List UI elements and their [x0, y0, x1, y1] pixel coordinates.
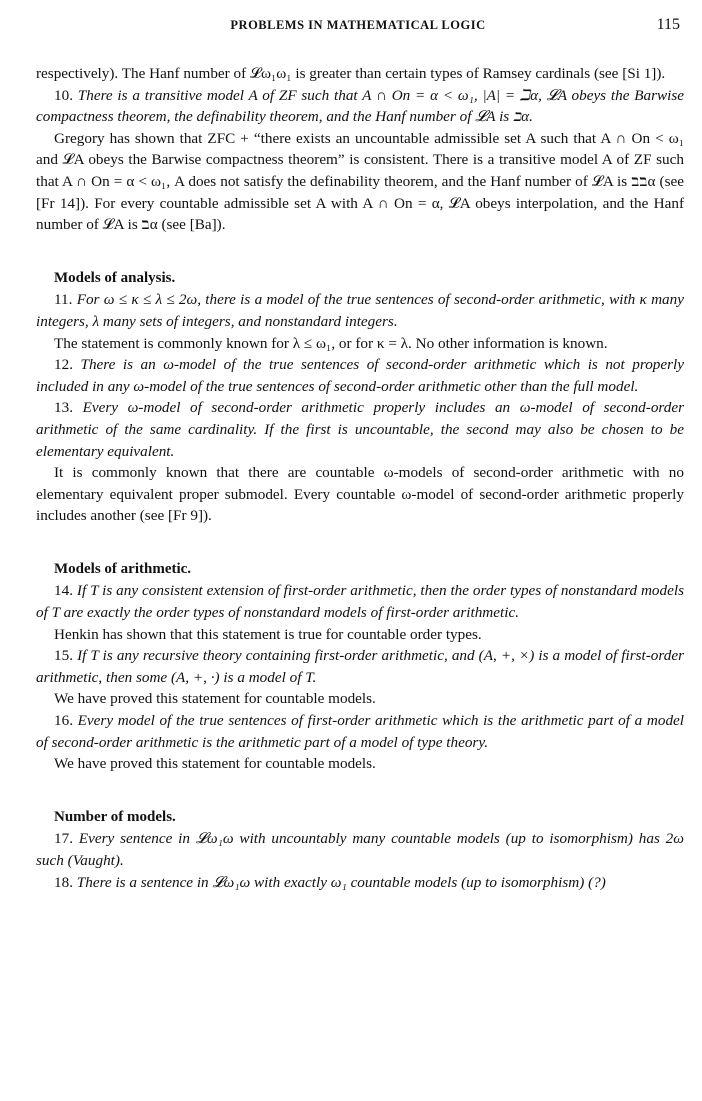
- problem-text: Every ω-model of second-order arithmetic properly includes an ω-model of second-order arithmetic of the same cardinality. If the first is uncountable, the second may also be chosen to be elementary equivalent.: [36, 399, 685, 460]
- problem-statement: [36, 645, 684, 688]
- problem-text: For ω ≤ κ ≤ λ ≤ 2ω, there is a model of the true sentences of second-order arithmetic, with κ many integers, λ many sets of integers, and nonstandard integers.: [36, 291, 684, 330]
- problem-text: Every sentence in 𝓛ω₁ω with uncountably many countable models (up to isomorphism) has 2ω such (Vaught).: [36, 830, 685, 869]
- problem-number: 11.: [54, 291, 77, 309]
- problem-number: 14.: [54, 582, 77, 600]
- paragraph: We have proved this statement for countable models.: [54, 755, 376, 773]
- problem-statement: [36, 828, 684, 871]
- problem-statement: [36, 710, 684, 753]
- paragraph: It is commonly known that there are countable ω-models of second-order arithmetic with no elementary equivalent proper submodel. Every countable ω-model of second-order arithmetic properly includes another (see [Fr 9]).: [36, 464, 684, 525]
- problem-text: There is a sentence in 𝓛ω₁ω with exactly ω₁ countable models (up to isomorphism) (?): [76, 873, 606, 891]
- problem-statement: [36, 397, 684, 462]
- page-number: 115: [656, 16, 680, 33]
- problem-text: There is a transitive model A of ZF such that A ∩ On = α < ω₁, |A| = ℶα, 𝓛A obeys the Barwise compactness theorem, the definability theorem, and the Hanf number of 𝓛A is ℶα.: [36, 86, 684, 126]
- paragraph: Henkin has shown that this statement is true for countable order types.: [54, 625, 482, 643]
- section-gap: [36, 775, 684, 807]
- problem-text: There is an ω-model of the true sentences of second-order arithmetic which is not properly included in any ω-model of the true sentences of second-order arithmetic other than the full model.: [36, 356, 684, 395]
- section-gap: [36, 527, 684, 559]
- problem-text: Every model of the true sentences of first-order arithmetic which is the arithmetic part of a model of second-order arithmetic is the arithmetic part of a model of type theory.: [36, 712, 684, 751]
- running-title: PROBLEMS IN MATHEMATICAL LOGIC: [230, 18, 486, 32]
- problem-number: 13.: [54, 399, 83, 417]
- problem-number: 15.: [54, 647, 78, 665]
- problem-text: If T is any consistent extension of first-order arithmetic, then the order types of nonstandard models of T are exactly the order types of nonstandard models of first-order arithmetic.: [36, 582, 684, 622]
- section-heading: Models of arithmetic.: [54, 560, 192, 577]
- section-heading: Models of analysis.: [54, 269, 176, 286]
- problem-number: 16.: [54, 712, 78, 730]
- problem-statement: [36, 872, 684, 894]
- problem-statement: [36, 85, 684, 128]
- problem-number: 17.: [54, 830, 79, 848]
- running-head: [36, 18, 680, 38]
- paragraph: The statement is commonly known for λ ≤ ω₁, or for κ = λ. No other information is known.: [54, 334, 608, 352]
- section-heading: Number of models.: [54, 808, 176, 825]
- problem-statement: [36, 354, 684, 397]
- problem-number: 10.: [54, 86, 78, 104]
- paragraph: respectively). The Hanf number of 𝓛ω₁ω₁ is greater than certain types of Ramsey cardinals (see [Si 1]).: [36, 65, 666, 82]
- paragraph: We have proved this statement for countable models.: [54, 690, 376, 708]
- problem-statement: [36, 580, 684, 623]
- problem-number: 12.: [54, 356, 81, 374]
- problem-number: 18.: [54, 873, 77, 891]
- paragraph: Gregory has shown that ZFC + “there exists an uncountable admissible set A such that A ∩ On < ω₁ and 𝓛A obeys the Barwise compactness theorem” is consistent. There is a transitive model A of ZF such that A ∩ On = α < ω₁, A does not satisfy the definability theorem, and the Hanf number of 𝓛A is ℶℶα (see [Fr 14]). For every countable admissible set A with A ∩ On = α, 𝓛A obeys interpolation, and the Hanf number of 𝓛A is ℶα (see [Ba]).: [36, 129, 684, 234]
- section-gap: [36, 236, 684, 268]
- problem-statement: [36, 289, 684, 332]
- problem-text: If T is any recursive theory containing first-order arithmetic, and (A, +, ×) is a model of first-order arithmetic, then some (A, +, ·) is a model of T.: [36, 647, 684, 686]
- body-text: [36, 63, 684, 893]
